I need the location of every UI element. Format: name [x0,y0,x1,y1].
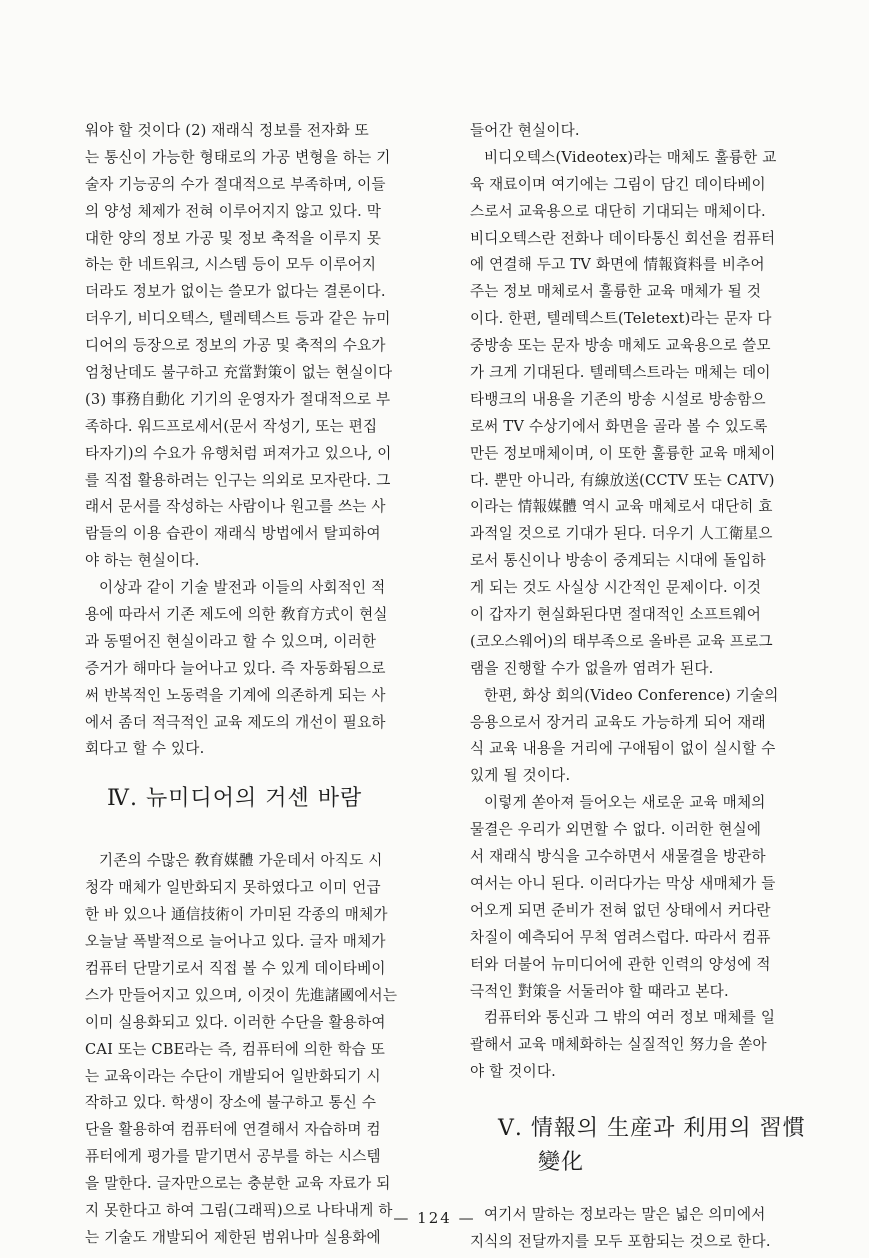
text-line: 이다. 한편, 텔레텍스트(Teletext)라는 문자 다 [470,310,772,328]
text-line: 식 교육 내용을 거리에 구애됨이 없이 실시할 수 [470,740,776,758]
left-body-after-heading [85,848,445,1251]
text-line: 여기서 말하는 정보라는 말은 넓은 의미에서 [484,1206,766,1224]
text-line: (3) 事務自動化 기기의 운영자가 절대적으로 부 [85,390,391,408]
text-line: 이 갑자기 현실화된다면 절대적인 소프트웨어 [470,606,762,624]
text-line: 타뱅크의 내용을 기존의 방송 시설로 방송함으 [470,390,766,408]
text-line: 이라는 情報媒體 역시 교육 매체로서 대단히 효 [470,498,773,516]
text-line: 써 반복적인 노동력을 기계에 의존하게 되는 사 [85,686,386,704]
text-line: 청각 매체가 일반화되지 못하였다고 이미 언급 [85,879,381,897]
text-line: 에 연결해 두고 TV 화면에 情報資料를 비추어 [470,256,765,274]
section-heading-5-line2: 變化 [538,1150,585,1176]
text-line: 한편, 화상 회의(Video Conference) 기술의 [484,686,779,704]
text-line: 오늘날 폭발적으로 늘어나고 있다. 글자 매체가 [85,933,386,951]
section-heading-5 [498,1112,830,1180]
text-line: 퓨터에게 평가를 맡기면서 공부를 하는 시스템 [85,1148,381,1166]
section-heading-4: Ⅳ. 뉴미디어의 거센 바람 [107,786,363,812]
text-line: 스로서 교육용으로 대단히 기대되는 매체이다. [470,202,766,220]
text-line: 가 크게 기대된다. 텔레텍스트라는 매체는 데이 [470,364,771,382]
text-line: 회다고 할 수 있다. [85,740,205,758]
text-line: 작하고 있다. 학생이 장소에 불구하고 통신 수 [85,1094,377,1112]
text-line: 어오게 되면 준비가 전혀 없던 상태에서 커다란 [470,901,771,919]
text-line: 로서 통신이나 방송이 중계되는 시대에 돌입하 [470,552,766,570]
text-line: 술자 기능공의 수가 절대적으로 부족하며, 이들 [85,175,386,193]
text-line: 래서 문서를 작성하는 사람이나 원고를 쓰는 사 [85,498,386,516]
left-body-before-heading [85,118,445,763]
text-line: 중방송 또는 문자 방송 매체도 교육용으로 쓸모 [470,337,771,355]
text-line: 을 말한다. 글자만으로는 충분한 교육 자료가 되 [85,1175,391,1193]
text-line: 극적인 對策을 서둘러야 할 때라고 본다. [470,982,729,1000]
text-line: 디어의 등장으로 정보의 가공 및 축적의 수요가 [85,337,386,355]
right-body-before-heading [470,118,830,1086]
text-line: 여서는 아니 된다. 이러다가는 막상 새매체가 들 [470,874,776,892]
section-heading-5-line1: Ⅴ. 情報의 生産과 利用의 習慣 [498,1116,806,1142]
text-line: 괄해서 교육 매체화하는 실질적인 努力을 쏟아 [470,1036,767,1054]
text-line: 는 통신이 가능한 형태로의 가공 변형을 하는 기 [85,148,391,166]
page-number: — 124 — [393,1209,476,1227]
text-line: 비디오텍스란 전화나 데이타통신 회선을 컴퓨터 [470,229,776,247]
text-line: 지식의 전달까지를 모두 포함되는 것으로 한다. [470,1232,771,1250]
text-line: 워야 할 것이다 (2) 재래식 정보를 전자화 또 [85,122,369,139]
text-line: 더우기, 비디오텍스, 텔레텍스트 등과 같은 뉴미 [85,310,391,328]
text-line: 만든 정보매체이며, 이 또한 훌륭한 교육 매체이 [470,444,776,462]
text-line: 육 재료이며 여기에는 그림이 담긴 데이타베이 [470,175,766,193]
text-line: 컴퓨터와 통신과 그 밖의 여러 정보 매체를 일 [484,1009,776,1027]
text-line: 용에 따라서 기존 제도에 의한 敎育方式이 현실 [85,606,388,624]
text-line: 족하다. 워드프로세서(문서 작성기, 또는 편집 [85,417,378,435]
text-line: 로써 TV 수상기에서 화면을 골라 볼 수 있도록 [470,417,768,435]
text-line: 한 바 있으나 通信技術이 가미된 각종의 매체가 [85,906,388,924]
text-line: 엄청난데도 불구하고 充當對策이 없는 현실이다 [85,364,393,382]
text-line: 이렇게 쏟아져 들어오는 새로운 교육 매체의 [484,794,766,812]
text-line: 하는 한 네트워크, 시스템 등이 모두 이루어지 [85,256,377,274]
text-line: 있게 될 것이다. [470,767,571,785]
text-line: 서 재래식 방식을 고수하면서 새물결을 방관하 [470,848,766,866]
text-line: 야 할 것이다. [470,1063,557,1081]
text-line: 타자기)의 수요가 유행처럼 퍼져가고 있으나, 이 [85,444,392,462]
text-line: 비디오텍스(Videotex)라는 매체도 훌륭한 교 [484,148,777,166]
text-line: 응용으로서 장거리 교육도 가능하게 되어 재래 [470,713,766,731]
left-column [85,118,445,1252]
text-line: 는 교육이라는 수단이 개발되어 일반화되기 시 [85,1067,381,1085]
text-line: (코오스웨어)의 태부족으로 올바른 교육 프로그 [470,632,773,650]
text-line: 야 하는 현실이다. [85,552,200,570]
text-line: 를 직접 활용하려는 인구는 의외로 모자란다. 그 [85,471,391,489]
text-line: 차질이 예측되어 무척 염려스럽다. 따라서 컴퓨 [470,928,771,946]
text-line: 게 되는 것도 사실상 시간적인 문제이다. 이것 [470,579,762,597]
text-line: 램을 진행할 수가 없을까 염려가 된다. [470,659,714,677]
text-line: 과적일 것으로 기대가 된다. 더우기 人工衛星으 [470,525,773,543]
text-line: 의 양성 체제가 전혀 이루어지지 않고 있다. 막 [85,202,382,220]
text-line: 다. 뿐만 아니라, 有線放送(CCTV 또는 CATV) [470,471,775,489]
text-line: 과 동떨어진 현실이라고 할 수 있으며, 이러한 [85,632,377,650]
text-line: 스가 만들어지고 있으며, 이것이 先進諸國에서는 [85,986,398,1004]
text-line: 물결은 우리가 외면할 수 없다. 이러한 현실에 [470,821,762,839]
text-line: 기존의 수많은 敎育媒體 가운데서 아직도 시 [99,852,383,870]
text-line: 에서 좀더 적극적인 교육 제도의 개선이 필요하 [85,713,386,731]
text-line: 는 기술도 개발되어 제한된 범위나마 실용화에 [85,1228,381,1246]
text-line: 람들의 이용 습관이 재래식 방법에서 탈피하여 [85,525,381,543]
text-line: CAI 또는 CBE라는 즉, 컴퓨터에 의한 학습 또 [85,1040,386,1058]
text-line: 터와 더불어 뉴미디어에 관한 인력의 양성에 적 [470,955,771,973]
text-line: 대한 양의 정보 가공 및 정보 축적을 이루지 못 [85,229,382,247]
text-line: 이상과 같이 기술 발전과 이들의 사회적인 적 [99,579,386,597]
right-column [470,118,830,1256]
text-line: 들어간 현실이다. [470,122,580,139]
text-line: 더라도 정보가 없이는 쓸모가 없다는 결론이다. [85,283,386,301]
text-line: 이미 실용화되고 있다. 이러한 수단을 활용하여 [85,1013,386,1031]
text-line: 지 못한다고 하여 그림(그래픽)으로 나타내게 하 [85,1201,393,1219]
text-line: 단을 활용하여 컴퓨터에 연결해서 자습하며 컴 [85,1121,381,1139]
text-line: 증거가 해마다 늘어나고 있다. 즉 자동화됨으로 [85,659,386,677]
text-line: 컴퓨터 단말기로서 직접 볼 수 있게 데이타베이 [85,959,386,977]
text-line: 주는 정보 매체로서 훌륭한 교육 매체가 될 것 [470,283,762,301]
